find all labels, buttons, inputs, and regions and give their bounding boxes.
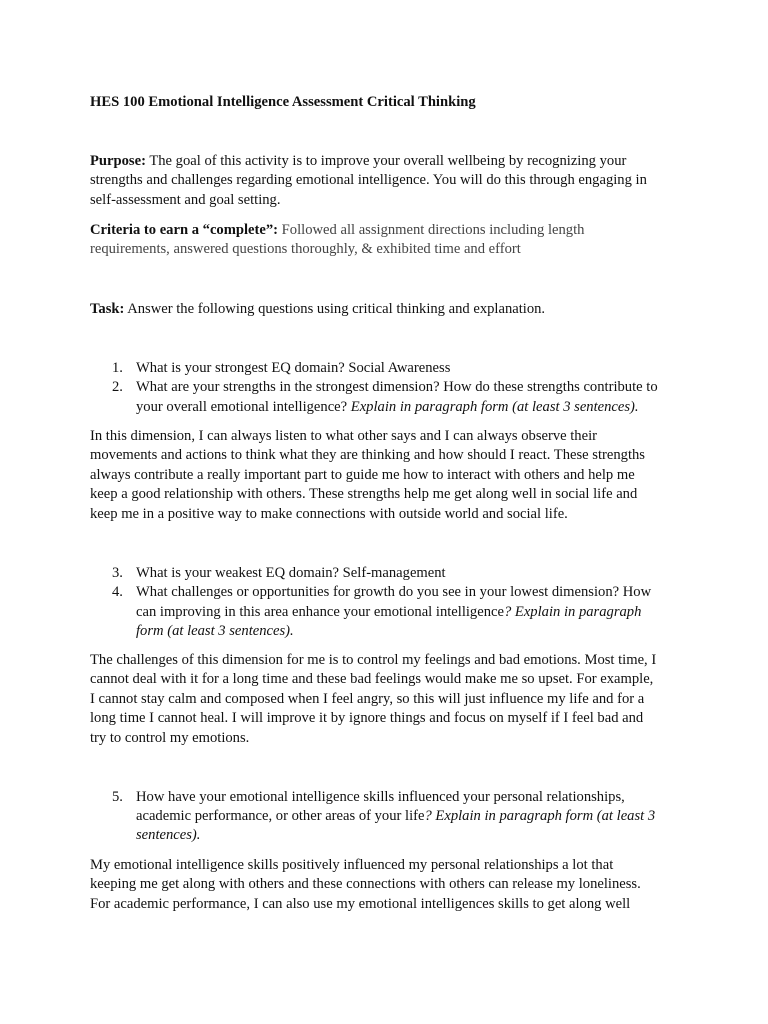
question-number: 2. — [112, 379, 123, 395]
question-number: 5. — [112, 789, 123, 805]
purpose-line-2: strengths and challenges regarding emotional intelligence. You will do this through engaging in — [90, 172, 647, 188]
criteria-line-2: requirements, answered questions thoroughly, & exhibited time and effort — [90, 241, 521, 257]
purpose-line-3: self-assessment and goal setting. — [90, 192, 281, 208]
criteria-line-1 — [90, 221, 584, 241]
answer-2-line-3: always contribute a really important part to guide me how to interact with others and help me — [90, 467, 635, 483]
purpose-text-1: The goal of this activity is to improve your overall wellbeing by recognizing your — [145, 153, 627, 169]
question-2-line-2-plain: your overall emotional intelligence? — [136, 399, 351, 415]
question-2-line-2-italic: Explain in paragraph form (at least 3 sentences). — [350, 399, 639, 415]
question-2-line-1: What are your strengths in the strongest dimension? How do these strengths contribute to — [136, 379, 658, 395]
answer-4-line-4: long time I cannot heal. I will improve it by ignore things and focus on myself if I feel bad and — [90, 710, 644, 726]
answer-2-line-5: keep me in a positive way to make connections with outside world and social life. — [90, 506, 568, 522]
answer-4-line-2: cannot deal with it for a long time and these bad feelings would make me so upset. For example, — [90, 671, 654, 687]
task-line — [90, 300, 545, 320]
purpose-line-1 — [90, 152, 626, 172]
answer-4-line-1: The challenges of this dimension for me is to control my feelings and bad emotions. Most time, I — [90, 652, 657, 668]
question-5-line-2-italic: ? Explain in paragraph form (at least 3 — [424, 808, 656, 824]
answer-5-line-3: For academic performance, I can also use my emotional intelligences skills to get along well — [90, 896, 631, 912]
question-number: 3. — [112, 565, 123, 581]
answer-2-line-4: keep a good relationship with others. These strengths help me get along well in social life and — [90, 486, 638, 502]
answer-4-line-5: try to control my emotions. — [90, 730, 250, 746]
purpose-label: Purpose: — [90, 153, 146, 169]
question-number: 1. — [112, 360, 123, 376]
question-number: 4. — [112, 584, 123, 600]
task-text: Answer the following questions using critical thinking and explanation. — [124, 301, 546, 317]
task-label: Task: — [90, 301, 125, 317]
question-3-text: What is your weakest EQ domain? Self-management — [136, 565, 446, 581]
question-4-line-2 — [136, 603, 641, 623]
criteria-label: Criteria to earn a “complete”: — [90, 222, 279, 238]
answer-2-line-2: movements and actions to think what they are thinking and how should I react. These strengths — [90, 447, 645, 463]
question-5-line-3: sentences). — [136, 827, 201, 843]
question-5-line-2 — [136, 807, 655, 827]
criteria-text-1: Followed all assignment directions including length — [278, 222, 585, 238]
answer-2-line-1: In this dimension, I can always listen to what other says and I can always observe their — [90, 428, 597, 444]
answer-5-line-1: My emotional intelligence skills positively influenced my personal relationships a lot that — [90, 857, 614, 873]
answer-4-line-3: I cannot stay calm and composed when I feel angry, so this will just influence my life and for a — [90, 691, 645, 707]
answer-5-line-2: keeping me get along with others and these connections with others can release my loneliness. — [90, 876, 641, 892]
question-4-line-2-plain: can improving in this area enhance your emotional intelligence — [136, 604, 504, 620]
question-4-line-3: form (at least 3 sentences). — [136, 623, 294, 639]
question-5-line-2-plain: academic performance, or other areas of your life — [136, 808, 425, 824]
question-1-text: What is your strongest EQ domain? Social Awareness — [136, 360, 451, 376]
document-title: HES 100 Emotional Intelligence Assessment Critical Thinking — [90, 94, 476, 110]
question-2-line-2 — [136, 398, 639, 418]
question-4-line-1: What challenges or opportunities for growth do you see in your lowest dimension? How — [136, 584, 652, 600]
question-5-line-1: How have your emotional intelligence skills influenced your personal relationships, — [136, 789, 625, 805]
question-4-line-2-italic: ? Explain in paragraph — [503, 604, 642, 620]
